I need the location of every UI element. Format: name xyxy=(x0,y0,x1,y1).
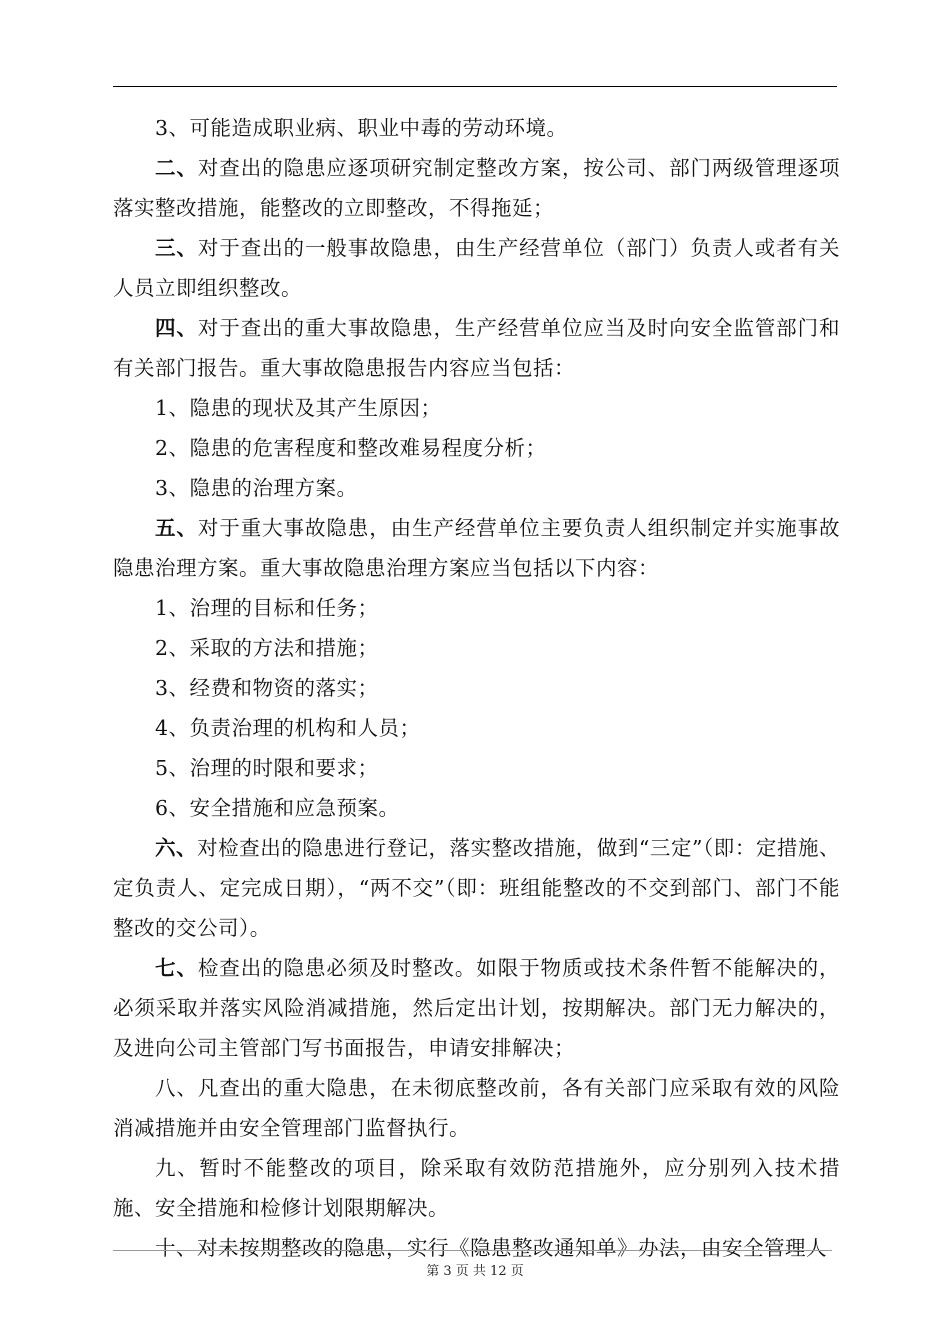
paragraph-text: 对于查出的一般事故隐患，由生产经营单位（部门）负责人或者有关人员立即组织整改。 xyxy=(113,236,841,300)
paragraph-lead: 四、 xyxy=(155,316,198,340)
paragraph-lead: 七、 xyxy=(155,956,198,980)
paragraph xyxy=(113,468,840,508)
paragraph-lead: 六、 xyxy=(155,836,198,860)
header-rule xyxy=(113,86,837,87)
paragraph xyxy=(113,668,840,708)
paragraph xyxy=(113,628,840,668)
paragraph xyxy=(113,508,840,588)
paragraph xyxy=(113,428,840,468)
paragraph xyxy=(113,948,840,1068)
paragraph xyxy=(113,708,840,748)
paragraph-text: 对检查出的隐患进行登记，落实整改措施，做到“三定”（即：定措施、定负责人、定完成日期），“两不交”（即：班组能整改的不交到部门、部门不能整改的交公司）。 xyxy=(113,836,840,940)
page-footer: 第 3 页 共 12 页 xyxy=(426,1264,524,1279)
paragraph-text: 2、隐患的危害程度和整改难易程度分析； xyxy=(155,436,547,460)
paragraph-text: 6、安全措施和应急预案。 xyxy=(155,796,400,820)
paragraph xyxy=(113,588,840,628)
paragraph-text: 检查出的隐患必须及时整改。如限于物质或技术条件暂不能解决的，必须采取并落实风险消减措施，然后定出计划，按期解决。部门无力解决的，及进向公司主管部门写书面报告，申请安排解决； xyxy=(113,956,841,1060)
paragraph xyxy=(113,388,840,428)
paragraph xyxy=(113,308,840,388)
paragraph xyxy=(113,828,840,948)
paragraph-lead: 二、 xyxy=(155,156,198,180)
paragraph-text: 5、治理的时限和要求； xyxy=(155,756,379,780)
paragraph xyxy=(113,148,840,228)
paragraph-text: 八、凡查出的重大隐患，在未彻底整改前，各有关部门应采取有效的风险消减措施并由安全管理部门监督执行。 xyxy=(113,1076,840,1140)
paragraph xyxy=(113,228,840,308)
paragraph-text: 九、暂时不能整改的项目，除采取有效防范措施外，应分别列入技术措施、安全措施和检修计划限期解决。 xyxy=(113,1156,840,1220)
paragraph xyxy=(113,1068,840,1148)
paragraph-text: 3、经费和物资的落实； xyxy=(155,676,379,700)
paragraph-text: 对查出的隐患应逐项研究制定整改方案，按公司、部门两级管理逐项落实整改措施，能整改的立即整改，不得拖延； xyxy=(113,156,841,220)
paragraph-text: 2、采取的方法和措施； xyxy=(155,636,379,660)
paragraph-text: 1、治理的目标和任务； xyxy=(155,596,379,620)
footer-rule xyxy=(113,1250,832,1251)
paragraph-lead: 五、 xyxy=(155,516,198,540)
paragraph-text: 对于重大事故隐患，由生产经营单位主要负责人组织制定并实施事故隐患治理方案。重大事故隐患治理方案应当包括以下内容： xyxy=(113,516,841,580)
paragraph xyxy=(113,748,840,788)
paragraph-text: 对于查出的重大事故隐患，生产经营单位应当及时向安全监管部门和有关部门报告。重大事故隐患报告内容应当包括： xyxy=(113,316,841,380)
paragraph-text: 十、对未按期整改的隐患，实行《隐患整改通知单》办法，由安全管理人 xyxy=(155,1236,828,1260)
paragraph-text: 3、隐患的治理方案。 xyxy=(155,476,358,500)
document-body xyxy=(113,108,840,1268)
paragraph xyxy=(113,1148,840,1228)
paragraph-lead: 三、 xyxy=(155,236,198,260)
paragraph-text: 3、可能造成职业病、职业中毒的劳动环境。 xyxy=(155,116,568,140)
paragraph-text: 1、隐患的现状及其产生原因； xyxy=(155,396,442,420)
paragraph xyxy=(113,788,840,828)
paragraph-text: 4、负责治理的机构和人员； xyxy=(155,716,421,740)
paragraph xyxy=(113,108,840,148)
